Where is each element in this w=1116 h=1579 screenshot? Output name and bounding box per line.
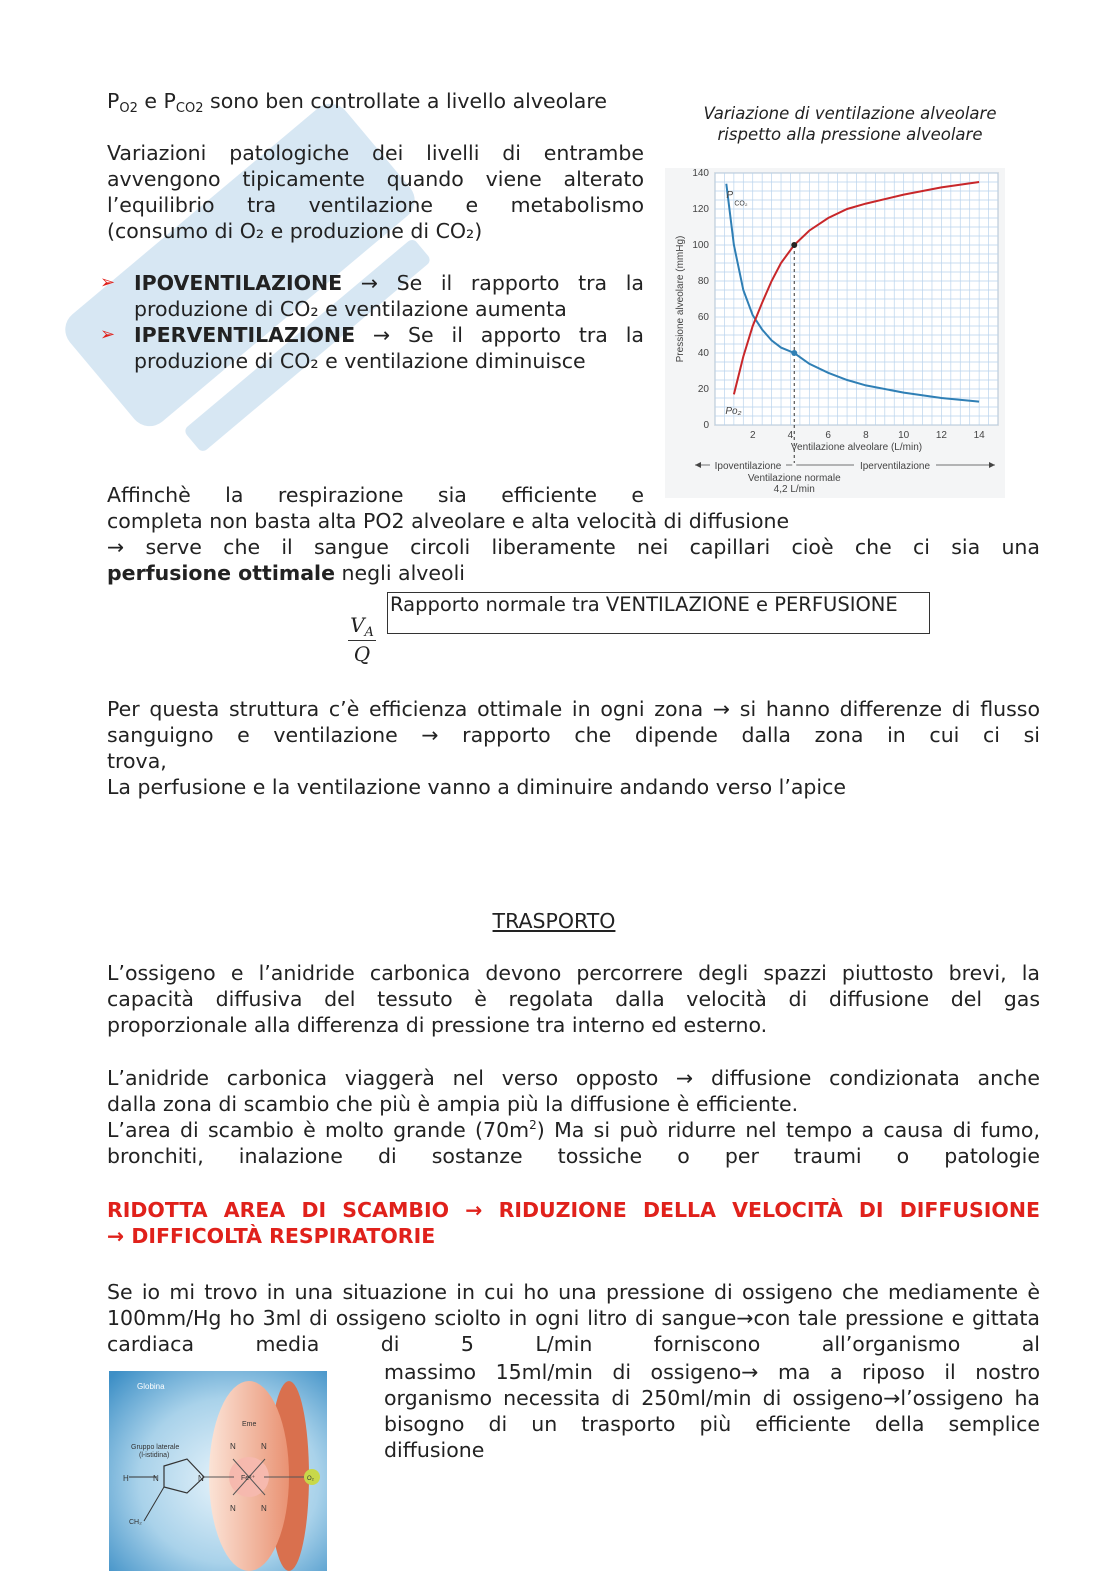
paragraph-anidride: L’anidride carbonica viaggerà nel verso opposto → diffusione condizionata anche dalla zona di scambio che più è ampia più la diffusione è efficiente. L’area di scambio è molto grande $(70m^2)$ Ma si può ridurre nel tempo a causa di fumo, bronchiti, inalazione di sostanze tossiche o per traumi o patologie: [107, 1066, 1040, 1168]
pco2-curve-label-sub: CO₂: [734, 200, 748, 208]
bullet-ipoventilazione: ➢ IPOVENTILAZIONE → Se il rapporto tra la produzione di CO₂ e ventilazione aumenta: [100, 271, 644, 321]
label-n6: N: [261, 1504, 267, 1513]
label-eme: Eme: [242, 1421, 257, 1428]
bullet-list: [100, 270, 644, 374]
label-n2: N: [198, 1474, 204, 1483]
heme-figure: [109, 1371, 327, 1571]
x-tick-label: 10: [898, 430, 910, 441]
arrow-bullet-icon: ➢: [100, 272, 116, 293]
y-tick-label: 140: [692, 168, 709, 179]
normal-label-1: Ventilazione normale: [747, 473, 841, 484]
label-n1: N: [153, 1474, 159, 1483]
paragraph-affinche: Affinchè la respirazione sia efficiente e: [107, 483, 644, 507]
heading-trasporto: TRASPORTO: [492, 909, 616, 933]
text-line-pressures: $P_{O2}$ e $P_{CO2}$ sono ben controllate a livello alveolare: [107, 89, 607, 116]
y-axis-label: Pressione alveolare (mmHg): [675, 235, 686, 363]
paragraph-affinche-cont: completa non basta alta PO2 alveolare e alta velocità di diffusione → serve che il sangue circoli liberamente nei capillari cioè che ci sia una perfusione ottimale negli alveoli: [107, 509, 1040, 585]
iper-label: Iperventilazione: [859, 461, 931, 472]
ratio-box: Rapporto normale tra VENTILAZIONE e PERFUSIONE: [387, 592, 930, 634]
po2-curve-label: Po₂: [725, 406, 742, 418]
x-tick-label: 6: [825, 430, 831, 441]
ipo-label: Ipoventilazione: [714, 461, 782, 472]
paragraph-pressione: Se io mi trovo in una situazione in cui ho una pressione di ossigeno che mediamente è 100mm/Hg ho 3ml di ossigeno sciolto in ogni litro di sangue→con tale pressione e gittata cardiaca media di 5 L/min forniscono all’organismo al: [107, 1280, 1040, 1356]
po2-reference-point: [791, 242, 797, 248]
x-tick-label: 12: [935, 430, 947, 441]
label-o2: O₂: [307, 1476, 314, 1482]
x-tick-label: 14: [973, 430, 985, 441]
chart-title: Variazione di ventilazione alveolare rispetto alla pressione alveolare: [703, 104, 997, 144]
y-tick-label: 40: [697, 348, 709, 359]
x-tick-label: 2: [749, 430, 756, 441]
label-h: H: [123, 1474, 129, 1483]
y-tick-label: 100: [692, 240, 709, 251]
paragraph-pressione-cont: massimo 15ml/min di ossigeno→ ma a riposo il nostro organismo necessita di 250ml/min di ossigeno→l’ossigeno ha bisogno di un trasporto più efficiente della semplice diffusione: [384, 1360, 1040, 1462]
label-n3: N: [230, 1442, 236, 1451]
x-axis-label: Ventilazione alveolare (L/min): [790, 442, 923, 453]
paragraph-ossigeno: L’ossigeno e l’anidride carbonica devono percorrere degli spazzi piuttosto brevi, la capacità diffusiva del tessuto è regolata dalla velocità di diffusione del gas proporzionale alla differenza di pressione tra interno ed esterno.: [107, 961, 1040, 1037]
label-n4: N: [261, 1442, 267, 1451]
label-n5: N: [230, 1504, 236, 1513]
bullet-iperventilazione: ➢ IPERVENTILAZIONE → Se il apporto tra la produzione di CO₂ e ventilazione diminuisce: [100, 323, 644, 373]
x-tick-label: 8: [863, 430, 869, 441]
ventilation-chart: [665, 168, 1005, 498]
y-tick-label: 60: [697, 312, 709, 323]
arrow-bullet-icon: ➢: [100, 324, 116, 345]
y-tick-label: 0: [703, 420, 709, 431]
label-ch2: CH₂: [129, 1519, 142, 1526]
label-gruppo: Gruppo laterale: [131, 1444, 180, 1451]
label-globina: Globina: [137, 1382, 165, 1391]
fraction-va-q: $V_A$ Q: [344, 612, 380, 667]
red-warning: RIDOTTA AREA DI SCAMBIO → RIDUZIONE DELLA VELOCITÀ DI DIFFUSIONE → DIFFICOLTÀ RESPIRATORIE: [107, 1198, 1040, 1248]
watermark-logo: [30, 55, 450, 475]
label-fe: Fe²⁺: [241, 1475, 256, 1482]
label-istidina: (l-istidina): [139, 1452, 170, 1459]
normal-label-2: 4,2 L/min: [773, 484, 815, 495]
paragraph-struttura: Per questa struttura c’è efficienza ottimale in ogni zona → si hanno differenze di flusso sanguigno e ventilazione → rapporto che dipende dalla zona in cui ci si trova, La perfusione e la ventilazione vanno a diminuire andando verso l’apice: [107, 697, 1040, 799]
y-tick-label: 20: [697, 384, 709, 395]
x-tick-label: 4: [787, 430, 794, 441]
paragraph-variazioni: Variazioni patologiche dei livelli di entrambe avvengono tipicamente quando viene alterato l’equilibrio tra ventilazione e metabolismo (consumo di O₂ e produzione di CO₂): [107, 141, 644, 243]
pco2-curve-label: P: [726, 190, 733, 202]
y-tick-label: 80: [697, 276, 709, 287]
pco2-reference-point: [791, 350, 797, 356]
y-tick-label: 120: [692, 204, 709, 215]
